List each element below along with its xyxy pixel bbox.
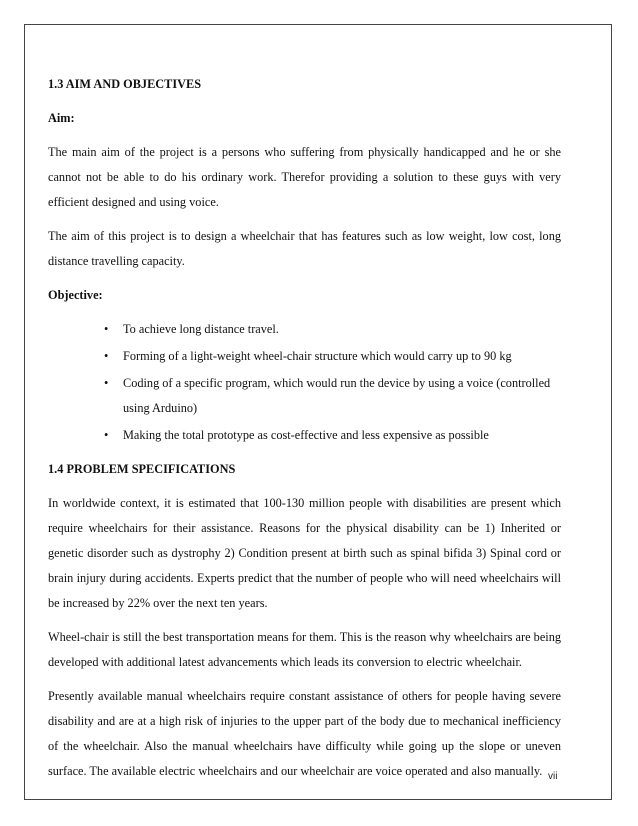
list-item [48, 371, 561, 421]
problem-paragraph-1: In worldwide context, it is estimated that 100-130 million people with disabilities are present which require wheelchairs for their assistance. Reasons for the physical disability can be 1) Inherited or genetic disorder such as dystrophy 2) Condition present at birth such as spinal bifida 3) Spinal cord or brain injury during accidents. Experts predict that the number of people who will need wheelchairs will be increased by 22% over the next ten years. [48, 496, 561, 610]
list-item [48, 423, 561, 448]
objective-text: To achieve long distance travel. [123, 322, 279, 336]
document-body [48, 72, 561, 793]
objective-label: Objective: [48, 288, 103, 302]
list-item [48, 344, 561, 369]
section-heading-aim-objectives: 1.3 AIM AND OBJECTIVES [48, 77, 202, 91]
problem-paragraph-3: Presently available manual wheelchairs require constant assistance of others for people having severe disability and are at a high risk of injuries to the upper part of the body due to mechanical inefficiency of the wheelchair. Also the manual wheelchairs have difficulty while going up the slope or uneven surface. The available electric wheelchairs and our wheelchair are voice operated and also manually. [48, 689, 561, 778]
section-heading-problem-specifications: 1.4 PROBLEM SPECIFICATIONS [48, 462, 236, 476]
objectives-list [48, 317, 561, 448]
bullet-icon: • [104, 322, 109, 336]
objective-text: Coding of a specific program, which would run the device by using a voice (controlled using Arduino) [123, 376, 551, 415]
list-item [48, 317, 561, 342]
objective-text: Forming of a light-weight wheel-chair structure which would carry up to 90 kg [123, 349, 512, 363]
aim-label: Aim: [48, 111, 75, 125]
objective-text: Making the total prototype as cost-effective and less expensive as possible [123, 428, 489, 442]
problem-paragraph-2: Wheel-chair is still the best transportation means for them. This is the reason why wheelchairs are being developed with additional latest advancements which leads its conversion to electric wheelchair. [48, 630, 561, 669]
bullet-icon: • [104, 376, 109, 390]
aim-paragraph-2: The aim of this project is to design a wheelchair that has features such as low weight, low cost, long distance travelling capacity. [48, 229, 561, 268]
aim-paragraph-1: The main aim of the project is a persons who suffering from physically handicapped and he or she cannot not be able to do his ordinary work. Therefor providing a solution to these guys with very efficient designed and using voice. [48, 145, 561, 209]
bullet-icon: • [104, 428, 109, 442]
page-number: vii [548, 771, 558, 782]
bullet-icon: • [104, 349, 109, 363]
